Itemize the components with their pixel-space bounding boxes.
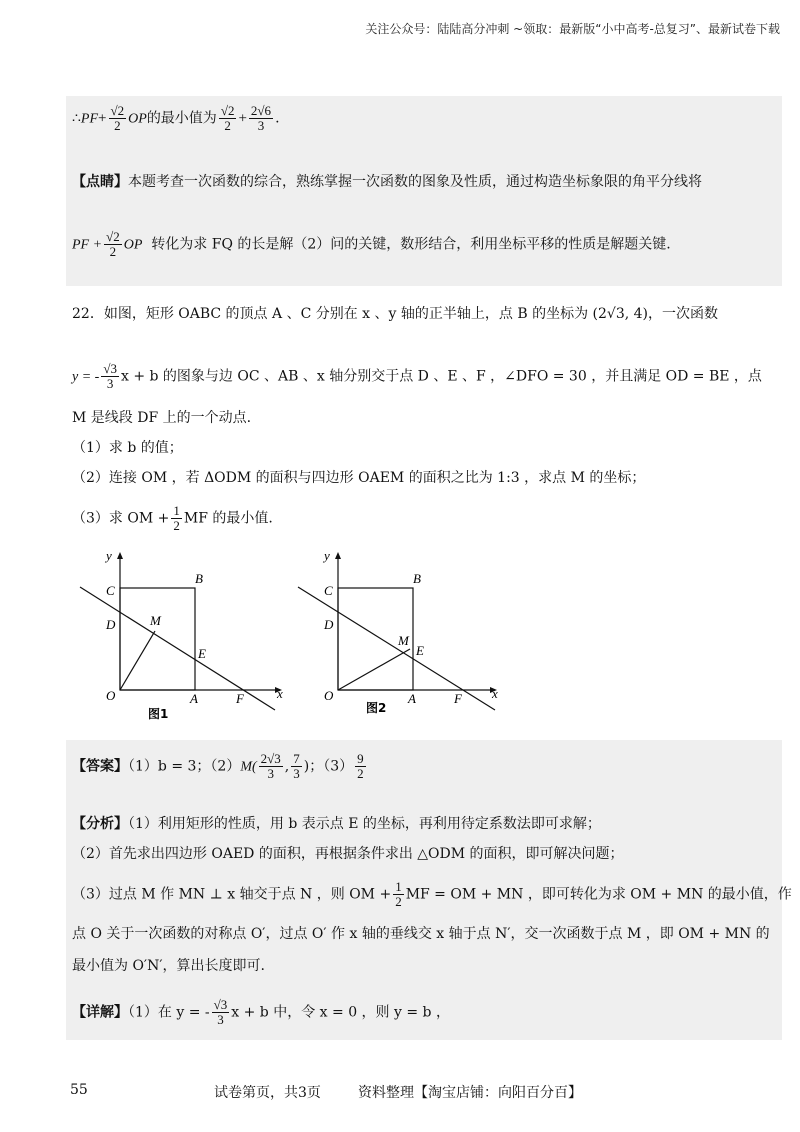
y-arrow bbox=[117, 552, 123, 559]
label-c: C bbox=[324, 583, 333, 598]
conclusion-line: ∴PF+ $\frac{√2}{2}$ OP的最小值为 $\frac{√2}{2}$ + $\frac{2√6}{3}$ . bbox=[72, 103, 280, 133]
fraction: $\frac{√3}{3}$ bbox=[103, 361, 117, 391]
dianjing-line: 【点睛】本题考查一次函数的综合，熟练掌握一次函数的图象及性质，通过构造坐标象限的角平分线将 bbox=[72, 174, 702, 190]
fraction: $\frac{√2}{2}$ bbox=[220, 103, 235, 133]
fraction: $\frac{2√6}{3}$ bbox=[250, 103, 272, 133]
label-c: C bbox=[106, 583, 115, 598]
segment-om bbox=[120, 631, 155, 690]
fraction: $\frac{√2}{2}$ bbox=[106, 229, 120, 259]
fraction: $\frac{7}{3}$ bbox=[293, 751, 300, 781]
answer-line: 【答案】（1）b = 3；（2）M( $\frac{2√3}{3}$ , $\frac{7}{3}$ )；（3） $\frac{9}{2}$ bbox=[72, 751, 364, 781]
label-f: F bbox=[236, 691, 244, 706]
figure-1 bbox=[80, 548, 283, 721]
analysis-line-3: （3）过点 M 作 MN ⊥ x 轴交于点 N ，则 OM + $\frac{1}{2}$ MF = OM + MN ，即可转化为求 OM + MN 的最小值，作 bbox=[72, 879, 792, 909]
analysis-line-1: 【分析】（1）利用矩形的性质，用 b 表示点 E 的坐标，再利用待定系数法即可求解； bbox=[72, 816, 601, 832]
problem-line-3: M 是线段 DF 上的一个动点. bbox=[72, 410, 252, 426]
fraction: $\frac{2√3}{3}$ bbox=[260, 751, 281, 781]
question-3: （3）求 OM + $\frac{1}{2}$ MF 的最小值. bbox=[72, 503, 273, 533]
label-e: E bbox=[198, 646, 206, 661]
label-x: x bbox=[277, 686, 283, 701]
fraction: $\frac{1}{2}$ bbox=[173, 503, 180, 533]
figures bbox=[70, 545, 510, 730]
label-d: D bbox=[324, 617, 334, 632]
question-2: （2）连接 OM ，若 ΔODM 的面积与四边形 OAEM 的面积之比为 1:3 ，求点 M 的坐标； bbox=[72, 470, 646, 486]
problem-line-2: y = - $\frac{√3}{3}$ x + b 的图象与边 OC 、AB 、x 轴分别交于点 D 、E 、F ，∠DFO = 30 ，并且满足 OD = BE ，点 bbox=[72, 361, 762, 391]
label-m: M bbox=[150, 613, 161, 628]
label-y: y bbox=[106, 548, 112, 563]
label-d: D bbox=[106, 617, 116, 632]
analysis-line-4: 点 O 关于一次函数的对称点 O′，过点 O′ 作 x 轴的垂线交 x 轴于点 N′，交一次函数于点 M ，即 OM + MN 的 bbox=[72, 926, 770, 942]
label-b: B bbox=[413, 571, 421, 586]
figure-2 bbox=[298, 548, 498, 715]
fraction: $\frac{1}{2}$ bbox=[395, 879, 402, 909]
label-e: E bbox=[416, 643, 424, 658]
label-a: A bbox=[190, 691, 198, 706]
label-f: F bbox=[454, 691, 462, 706]
page-number: 55 bbox=[70, 1082, 88, 1098]
label-o: O bbox=[324, 688, 334, 703]
problem-line-1: 22．如图，矩形 OABC 的顶点 A 、C 分别在 x 、y 轴的正半轴上，点 B 的坐标为 (2√3, 4)，一次函数 bbox=[72, 306, 718, 322]
label-y: y bbox=[324, 548, 330, 563]
page-header: 关注公众号：陆陆高分冲刺 ~领取：最新版“小中高考-总复习”、最新试卷下载 bbox=[365, 22, 780, 36]
dianjing-line-2: PF + $\frac{√2}{2}$ OP 转化为求 FQ 的长是解（2）问的关键，数形结合，利用坐标平移的性质是解题关键. bbox=[72, 229, 671, 259]
fraction: $\frac{√2}{2}$ bbox=[110, 103, 125, 133]
label-b: B bbox=[195, 571, 203, 586]
y-arrow bbox=[335, 552, 341, 559]
segment-om bbox=[338, 649, 410, 690]
question-1: （1）求 b 的值； bbox=[72, 440, 183, 456]
label-x: x bbox=[492, 686, 498, 701]
label-m: M bbox=[398, 633, 409, 648]
analysis-line-5: 最小值为 O′N′，算出长度即可. bbox=[72, 958, 265, 974]
figure-1-caption: 图1 bbox=[148, 707, 169, 721]
figure-2-caption: 图2 bbox=[366, 701, 387, 715]
analysis-line-2: （2）首先求出四边形 OAED 的面积，再根据条件求出 △ODM 的面积，即可解决问题； bbox=[72, 846, 624, 862]
footer-center: 试卷第页，共3页 bbox=[214, 1085, 321, 1101]
detail-line-1: 【详解】（1）在 y = - $\frac{√3}{3}$ x + b 中，令 x = 0 ，则 y = b ， bbox=[72, 997, 450, 1027]
label-a: A bbox=[408, 691, 416, 706]
fraction: $\frac{√3}{3}$ bbox=[213, 997, 228, 1027]
footer-right: 资料整理【淘宝店铺：向阳百分百】 bbox=[358, 1085, 582, 1101]
rectangle-oabc bbox=[120, 588, 195, 690]
fraction: $\frac{9}{2}$ bbox=[357, 751, 364, 781]
label-o: O bbox=[106, 688, 116, 703]
